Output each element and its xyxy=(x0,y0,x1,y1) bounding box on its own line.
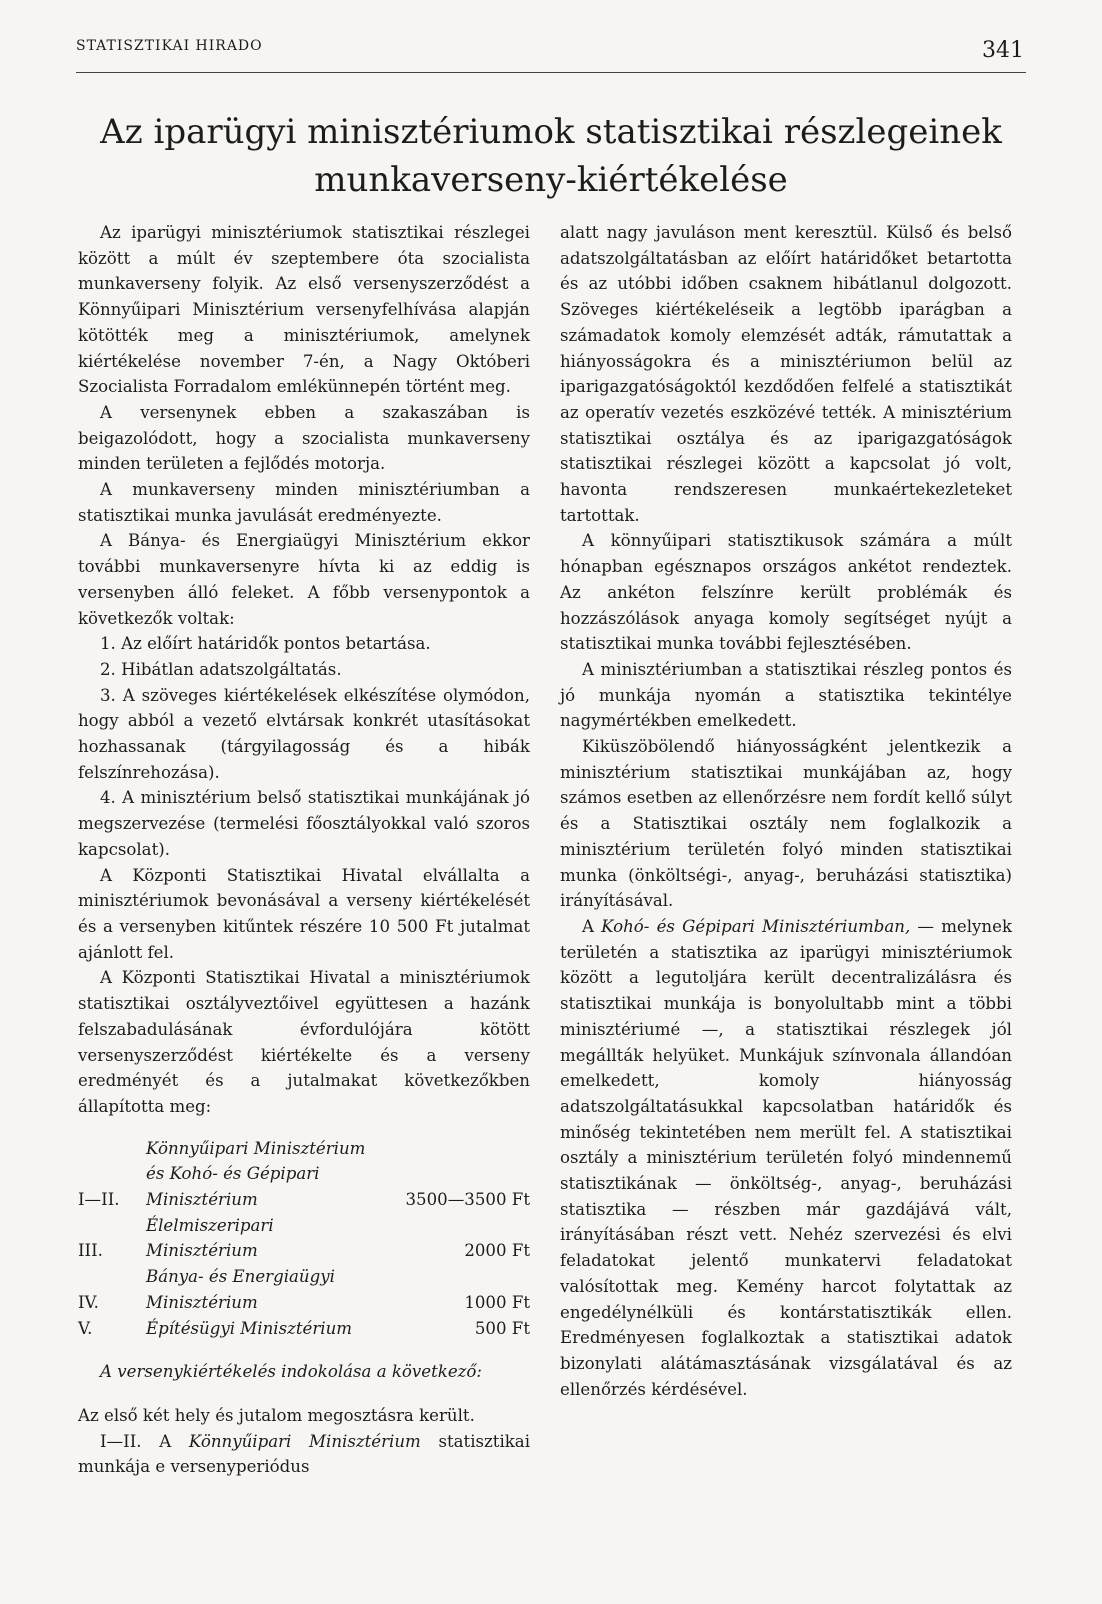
award-ministry: Könnyűipari Minisztérium és Kohó- és Gépipari Minisztérium xyxy=(146,1138,366,1210)
paragraph: A Központi Statisztikai Hivatal a minisztériumok statisztikai osztályveztőivel együttesen a hazánk felszabadulásának évfordulójára kötött versenyszerződést kiértékelte és a verseny eredményét és a jutalmakat következőkben állapította meg: xyxy=(78,968,530,1116)
award-ministry: Építésügyi Minisztérium xyxy=(146,1318,353,1338)
article-title: Az iparügyi minisztériumok statisztikai részlegeinek munkaverseny-kiértékelése xyxy=(100,112,1002,200)
paragraph: Az első két hely és jutalom megosztásra került. xyxy=(78,1405,475,1425)
award-rank: V. xyxy=(78,1318,93,1338)
paragraph: A Bánya- és Energiaügyi Minisztérium ekkor további munkaversenyre hívta ki az eddig is versenyben álló feleket. A főbb versenypontok a következők voltak: xyxy=(78,531,530,628)
award-row xyxy=(78,1136,530,1213)
left-column xyxy=(78,220,530,1480)
list-item: 1. Az előírt határidők pontos betartása. xyxy=(100,634,431,654)
paragraph: alatt nagy javuláson ment keresztül. Külső és belső adatszolgáltatásban az előírt határidőket betartotta és az utóbbi időben csaknem hibátlanul dolgozott. Szöveges kiértékeléseik a legtöbb iparágban a számadatok komoly elemzését adták, rámutattak a hiányosságokra és a minisztériumon belül az iparigazgatóságoktól kezdődően felfelé a statisztikát az operatív vezetés eszközévé tették. A minisztérium statisztikai osztálya és az iparigazgatóságok statisztikai részlegei között a kapcsolat jó volt, havonta rendszeresen munkaértekezleteket tartottak. xyxy=(560,223,1012,525)
award-row xyxy=(78,1316,530,1342)
award-rank: IV. xyxy=(78,1292,99,1312)
list-item: 4. A minisztérium belső statisztikai munkájának jó megszervezése (termelési főosztályokkal való szoros kapcsolat). xyxy=(78,788,530,859)
award-row xyxy=(78,1213,530,1264)
paragraph: A minisztériumban a statisztikai részleg pontos és jó munkája nyomán a statisztika tekintélye nagymértékben emelkedett. xyxy=(560,659,1012,731)
paragraph: A könnyűipari statisztikusok számára a múlt hónapban egésznapos országos ankétot rendeztek. Az ankéton felszínre került problémák és hozzászólások anyaga komoly segítséget nyújt a statisztikai munka további fejlesztésében. xyxy=(560,531,1012,654)
award-prize: 500 Ft xyxy=(474,1318,530,1338)
right-column xyxy=(560,220,1012,1402)
award-rank: III. xyxy=(78,1241,103,1261)
award-row xyxy=(78,1264,530,1315)
award-prize: 3500—3500 Ft xyxy=(405,1190,530,1210)
running-head: STATISZTIKAI HIRADO xyxy=(76,38,263,54)
award-rank: I—II. xyxy=(78,1190,120,1210)
paragraph: A versenynek ebben a szakaszában is beigazolódott, hogy a szocialista munkaverseny minden területen a fejlődés motorja. xyxy=(78,402,530,474)
paragraph: A Kohó- és Gépipari Minisztériumban, — melynek területén a statisztika az iparügyi minisztériumok között a legutoljára került decentralizálásra és statisztikai munkája is bonyolultabb mint a többi minisztériumé —, a statisztikai részlegek jól megállták helyüket. Munkájuk színvonala állandóan emelkedett, komoly hiányosság adatszolgáltatásukkal kapcsolatban határidők és minőség tekintetében nem merült fel. A statisztikai osztály a minisztérium területén folyó mindennemű statisztikának — önköltség-, anyag-, beruházási statisztika — részben már gazdájává vált, irányításában részt vett. Nehéz szervezési és elvi feladatokat jelentő munkatervi feladatokat valósítottak meg. Kemény harcot folytattak az engedélynélküli és kontárstatisztikák ellen. Eredményesen foglalkoztak a statisztikai adatok bizonylati alátámasztásának vizsgálatával és az ellenőrzés kérdésével. xyxy=(560,916,1012,1399)
award-ministry: Élelmiszeripari Minisztérium xyxy=(146,1215,274,1261)
paragraph: A versenykiértékelés indokolása a következő: xyxy=(100,1362,482,1382)
paragraph: I—II. A Könnyűipari Minisztérium statisztikai munkája e versenyperiódus xyxy=(78,1431,531,1477)
awards-list xyxy=(78,1136,530,1342)
page-number: 341 xyxy=(982,38,1024,63)
paragraph: Kiküszöbölendő hiányosságként jelentkezik a minisztérium statisztikai munkájában az, hogy számos esetben az ellenőrzésre nem fordít kellő súlyt és a Statisztikai osztály nem foglalkozik a minisztérium területén folyó minden statisztikai munka (önköltségi-, anyag-, beruházási statisztika) irányításával. xyxy=(560,737,1012,911)
award-prize: 2000 Ft xyxy=(464,1241,530,1261)
paragraph: Az iparügyi minisztériumok statisztikai részlegei között a múlt év szeptembere óta szocialista munkaverseny folyik. Az első versenyszerződést a Könnyűipari Minisztérium versenyfelhívása alapján kötötték meg a minisztériumok, amelynek kiértékelése november 7-én, a Nagy Októberi Szocialista Forradalom emlékünnepén történt meg. xyxy=(78,223,530,397)
paragraph: A Központi Statisztikai Hivatal elvállalta a minisztériumok bevonásával a verseny kiértékelését és a versenyben kitűntek részére 10 500 Ft jutalmat ajánlott fel. xyxy=(78,865,530,962)
award-prize: 1000 Ft xyxy=(464,1292,530,1312)
list-item: 3. A szöveges kiértékelések elkészítése olymódon, hogy abból a vezető elvtársak konkrét utasításokat hozhassanak (tárgyilagosság és a hibák felszínrehozása). xyxy=(78,685,530,782)
paragraph: A munkaverseny minden minisztériumban a statisztikai munka javulását eredményezte. xyxy=(78,480,530,525)
header-rule xyxy=(76,72,1026,73)
award-ministry: Bánya- és Energiaügyi Minisztérium xyxy=(146,1267,335,1312)
list-item: 2. Hibátlan adatszolgáltatás. xyxy=(100,659,342,679)
